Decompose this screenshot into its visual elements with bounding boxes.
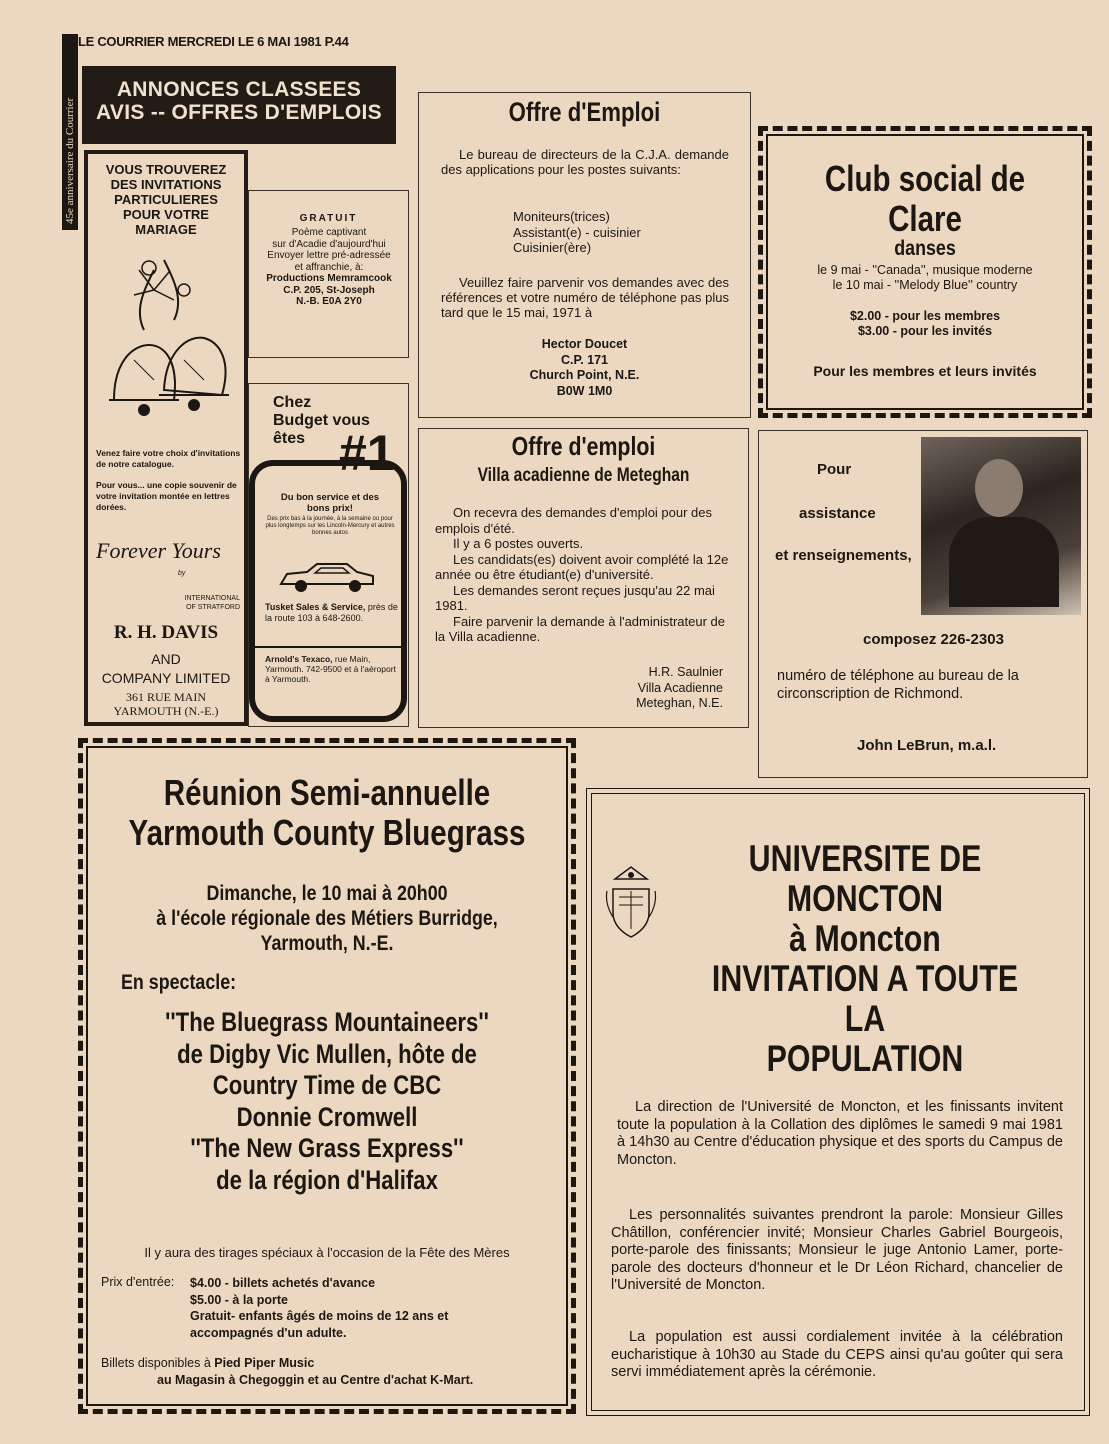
bluegrass-acts — [127, 1007, 527, 1196]
villa-body — [435, 505, 731, 645]
university-crest-icon — [605, 861, 657, 944]
portrait-head — [975, 459, 1023, 517]
club-title-line: Clare — [888, 198, 962, 239]
gratuit-address-line: Productions Memramcook — [266, 273, 392, 284]
arnold-details: rue Main, Yarmouth. 742-9500 et à l'aéroport à Yarmouth. — [265, 654, 396, 684]
cja-address-line: B0W 1M0 — [556, 383, 613, 398]
gratuit-line: sur d'Acadie d'aujourd'hui — [272, 238, 386, 250]
davis-headline-line: PARTICULIERES — [114, 192, 218, 207]
club-danses: danses — [894, 237, 956, 260]
club-prices — [763, 309, 1087, 339]
billets-store: Pied Piper Music — [214, 1356, 315, 1370]
lebrun-text: numéro de téléphone au bureau de la circonscription de Richmond. — [777, 668, 1019, 702]
lebrun-renseignements: et renseignements, — [775, 547, 912, 564]
maker-name — [148, 594, 240, 612]
lebrun-assistance: assistance — [799, 505, 876, 522]
udm-ad — [586, 788, 1090, 1416]
budget-service — [261, 492, 399, 514]
bluegrass-act: ''The New Grass Express'' — [190, 1133, 464, 1163]
budget-frame — [249, 460, 407, 722]
davis-headline-line: POUR VOTRE — [123, 207, 209, 222]
banner-line-1: ANNONCES CLASSEES — [116, 78, 362, 101]
davis-name: R. H. DAVIS — [113, 622, 219, 643]
bluegrass-ad — [78, 738, 576, 1414]
billets-text: Billets disponibles à — [101, 1356, 215, 1370]
villa-line: Les candidats(es) doivent avoir complété la 12e année ou être étudiant(e) d'université. — [435, 551, 729, 582]
udm-title-line: POPULATION — [766, 1038, 964, 1079]
bluegrass-billets-line-1 — [101, 1355, 541, 1372]
bluegrass-act: Country Time de CBC — [212, 1070, 442, 1100]
davis-and: AND — [151, 651, 181, 667]
udm-title-line: à Moncton — [789, 918, 941, 959]
wedding-bells-icon — [94, 250, 242, 435]
cja-title: Offre d'Emploi — [508, 97, 661, 127]
brand-by: by — [178, 570, 186, 577]
tusket-name: Tusket Sales & Service, — [265, 602, 366, 612]
cja-instructions: Veuillez faire parvenir vos demandes avec des références et votre numéro de téléphone pas plus tard que le 15 mai, 1971 à — [441, 275, 729, 320]
club-social-ad — [758, 126, 1092, 418]
bluegrass-title — [127, 773, 527, 853]
villa-signature-line: H.R. Saulnier — [648, 665, 723, 679]
budget-tusket — [265, 602, 399, 623]
section-banner — [82, 66, 396, 144]
lebrun-ad — [758, 430, 1088, 778]
bluegrass-title-line: Réunion Semi-annuelle — [163, 772, 491, 813]
bluegrass-prix-line: $5.00 - à la porte — [190, 1292, 288, 1307]
bluegrass-tirages: Il y aura des tirages spéciaux à l'occasion de la Fête des Mères — [144, 1245, 510, 1260]
club-title-line: Club social de — [824, 158, 1026, 199]
gratuit-line: Envoyer lettre pré-adressée — [267, 250, 391, 261]
budget-small-print: Des prix bas à la journée, à la semaine ou pour plus longtemps sur les Lincoln-Mercury et autres bonnes autos — [265, 516, 395, 536]
bluegrass-title-line: Yarmouth County Bluegrass — [128, 812, 526, 853]
villa-line: Les demandes seront reçues jusqu'au 22 mai 1981. — [435, 582, 715, 613]
davis-address-line: 361 RUE MAIN — [126, 690, 206, 704]
budget-service-line: Du bon service et des — [280, 492, 380, 503]
villa-job-ad — [418, 428, 749, 728]
divider — [255, 646, 401, 648]
number-one-badge: #1 — [339, 425, 395, 481]
villa-signature — [539, 665, 723, 712]
car-icon — [277, 560, 377, 599]
davis-ad — [84, 150, 248, 726]
villa-signature-line: Villa Acadienne — [637, 680, 723, 695]
arnold-name: Arnold's Texaco, — [265, 654, 333, 664]
budget-headline-line: Budget vous — [273, 412, 370, 429]
davis-body-2: Pour vous... une copie souvenir de votre invitation montée en lettres dorées. — [96, 480, 237, 512]
bluegrass-prix-line: $4.00 - billets achetés d'avance — [190, 1276, 376, 1290]
cja-intro: Le bureau de directeurs de la C.J.A. demande des applications pour les postes suivants: — [441, 147, 729, 177]
budget-headline-line: Chez — [273, 394, 312, 411]
villa-line: Faire parvenir la demande à l'administrateur de la Villa acadienne. — [435, 613, 726, 644]
gratuit-body — [253, 227, 405, 308]
bluegrass-billets-line-2: au Magasin à Chegoggin et au Centre d'achat K-Mart. — [157, 1372, 474, 1387]
cja-job-ad — [418, 92, 751, 418]
portrait-body — [949, 517, 1059, 607]
davis-body-1: Venez faire votre choix d'invitations de notre catalogue. — [96, 448, 241, 469]
bluegrass-act: ''The Bluegrass Mountaineers'' — [165, 1007, 489, 1037]
bluegrass-when-line: à l'école régionale des Métiers Burridge, — [156, 907, 498, 930]
cja-address-line: Church Point, N.E. — [529, 368, 640, 382]
udm-title-line: INVITATION A TOUTE LA — [711, 958, 1019, 1039]
masthead: LE COURRIER MERCREDI LE 6 MAI 1981 P.44 — [78, 34, 349, 49]
bluegrass-prix-line: Gratuit- enfants âgés de moins de 12 ans et — [190, 1309, 449, 1323]
club-price: $3.00 - pour les invités — [857, 324, 993, 338]
udm-paragraph-3: La population est aussi cordialement invitée à la célébration eucharistique à 10h30 au Stade du CEPS ainsi qu'au goûter qui sera servi immédiatement après la cérémonie. — [611, 1329, 1063, 1380]
cja-address-line: C.P. 171 — [560, 352, 609, 367]
udm-paragraph-1: La direction de l'Université de Moncton, et les finissants invitent toute la population à la Collation des diplômes le samedi 9 mai 1981 à 14h30 au Centre d'éducation physique et des sports du Campus de Moncton. — [617, 1099, 1063, 1168]
anniversary-strip — [62, 34, 78, 230]
club-dates — [763, 263, 1087, 293]
villa-line: Il y a 6 postes ouverts. — [453, 536, 584, 551]
lebrun-phone: composez 226-2303 — [863, 631, 1004, 648]
bluegrass-when-line: Dimanche, le 10 mai à 20h00 — [206, 882, 448, 905]
maker-line: OF STRATFORD — [186, 604, 240, 611]
lebrun-pour: Pour — [817, 461, 852, 478]
budget-ad — [248, 383, 409, 727]
bluegrass-when-line: Yarmouth, N.-E. — [260, 932, 394, 955]
davis-company — [88, 650, 244, 688]
cja-position: Assistant(e) - cuisinier — [513, 224, 641, 240]
cja-address-line: Hector Doucet — [541, 337, 628, 351]
bluegrass-act: Donnie Cromwell — [236, 1101, 418, 1132]
bluegrass-prix — [190, 1275, 470, 1341]
budget-service-line: bons prix! — [307, 503, 353, 514]
gratuit-ad — [248, 190, 409, 358]
villa-subtitle: Villa acadienne de Meteghan — [477, 465, 690, 486]
bluegrass-prix-line: accompagnés d'un adulte. — [190, 1325, 347, 1340]
villa-title: Offre d'emploi — [511, 431, 656, 461]
lebrun-name: John LeBrun, m.a.l. — [857, 737, 997, 754]
davis-headline — [88, 162, 244, 237]
gratuit-title: GRATUIT — [299, 213, 358, 224]
portrait-photo — [921, 437, 1081, 615]
davis-headline-line: VOUS TROUVEREZ — [105, 162, 227, 177]
brand-name: Forever Yours — [96, 538, 221, 563]
cja-position: Cuisinier(ère) — [513, 240, 592, 255]
cja-address — [419, 337, 750, 399]
bluegrass-act: de la région d'Halifax — [216, 1164, 438, 1195]
gratuit-address-line: N.-B. E0A 2Y0 — [296, 296, 362, 307]
cja-position: Moniteurs(trices) — [513, 209, 610, 224]
davis-headline-line: MARIAGE — [135, 222, 197, 237]
maker-line: INTERNATIONAL — [184, 595, 240, 602]
club-title — [792, 159, 1058, 239]
bluegrass-when — [120, 881, 535, 956]
davis-address — [88, 690, 244, 718]
gratuit-line: et affranchie, à: — [294, 261, 364, 273]
udm-paragraph-2: Les personnalités suivantes prendront la parole: Monsieur Gilles Châtillon, conférencier invité; Monsieur Charles Gabriel Bourgeois, porte-parole des finissants; Monsieur le juge Antonio Lamer, porte-parole des docteurs d'honneur et le Dr Léon Richard, chancelier de l'Université de Moncton. — [611, 1207, 1063, 1293]
banner-line-2: AVIS -- OFFRES D'EMPLOIS — [96, 101, 382, 124]
bluegrass-spectacle: En spectacle: — [121, 971, 237, 994]
villa-line: On recevra des demandes d'emploi pour des emplois d'été. — [435, 505, 713, 536]
gratuit-address-line: C.P. 205, St-Joseph — [283, 284, 375, 296]
club-price: $2.00 - pour les membres — [849, 309, 1001, 323]
anniversary-text: 45e anniversaire du Courrier — [64, 97, 76, 224]
gratuit-line: Poème captivant — [291, 227, 367, 238]
udm-title-line: UNIVERSITE DE MONCTON — [748, 838, 982, 919]
davis-headline-line: DES INVITATIONS — [110, 177, 222, 192]
davis-address-line: YARMOUTH (N.-E.) — [113, 704, 219, 718]
bluegrass-billets — [101, 1355, 541, 1388]
davis-company-name: COMPANY LIMITED — [101, 670, 231, 686]
villa-signature-line: Meteghan, N.E. — [636, 696, 723, 710]
tusket-details: près de la route 103 à 648-2600. — [265, 602, 398, 623]
bluegrass-act: de Digby Vic Mullen, hôte de — [177, 1038, 477, 1069]
cja-positions — [513, 209, 641, 256]
udm-title — [688, 839, 1042, 1079]
club-footer: Pour les membres et leurs invités — [813, 363, 1037, 379]
bluegrass-prix-label: Prix d'entrée: — [101, 1275, 175, 1289]
budget-headline-line: êtes — [273, 430, 306, 447]
club-date: le 9 mai - ''Canada'', musique moderne — [817, 263, 1033, 277]
club-date: le 10 mai - ''Melody Blue'' country — [832, 278, 1018, 292]
budget-arnold — [265, 654, 399, 684]
